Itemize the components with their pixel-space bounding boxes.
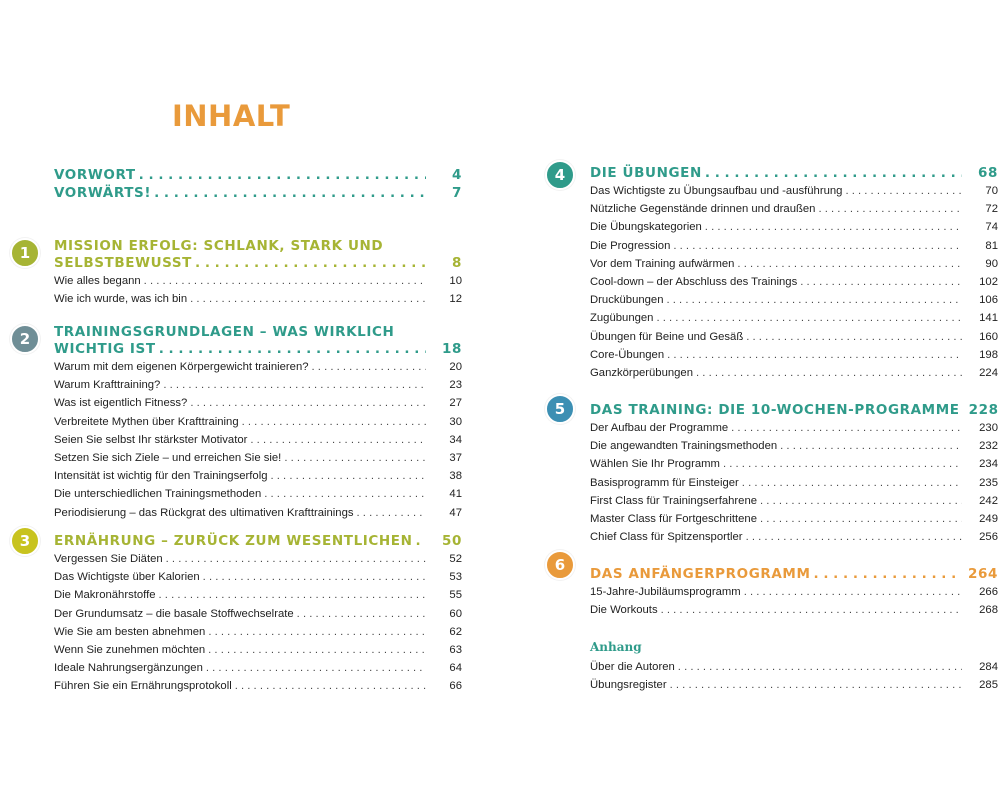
dot-leader: [667, 346, 962, 364]
toc-entry-page: 81: [985, 239, 998, 252]
toc-entry-label: Die Workouts: [590, 601, 661, 619]
toc-entry[interactable]: [54, 413, 462, 431]
toc-entry[interactable]: [590, 437, 998, 455]
toc-entry[interactable]: [590, 510, 998, 528]
chapter-4-items: [590, 182, 998, 382]
toc-entry-label: Die Progression: [590, 237, 673, 255]
toc-entry-page: 160: [979, 330, 998, 343]
toc-entry-page: 72: [985, 203, 998, 216]
toc-entry-page: 12: [449, 293, 462, 306]
dot-leader: [666, 291, 962, 309]
toc-entry-page: 66: [449, 680, 462, 693]
chapter-3-section: [54, 532, 462, 696]
toc-entry-page: 234: [979, 458, 998, 471]
toc-entry[interactable]: [590, 291, 998, 309]
toc-entry-page: 141: [979, 312, 998, 325]
toc-entry-page: 256: [979, 531, 998, 544]
page-title: INHALT: [172, 99, 291, 133]
dot-leader: [780, 437, 962, 455]
toc-entry-label: Wie alles begann: [54, 272, 144, 290]
dot-leader: [250, 431, 426, 449]
toc-entry-label: Vergessen Sie Diäten: [54, 550, 166, 568]
toc-entry-page: 235: [979, 476, 998, 489]
toc-entry-label: Was ist eigentlich Fitness?: [54, 394, 190, 412]
toc-entry[interactable]: [590, 328, 998, 346]
chapter-4-title[interactable]: DIE ÜBUNGEN . . . 68: [590, 164, 998, 182]
dot-leader: [760, 510, 962, 528]
toc-entry[interactable]: [54, 568, 462, 586]
dot-leader: [673, 237, 962, 255]
dot-leader: [203, 568, 426, 586]
toc-entry-page: 106: [979, 294, 998, 307]
dot-leader: [760, 492, 962, 510]
toc-entry-page: 30: [449, 415, 462, 428]
chapter-6-section: [590, 565, 998, 619]
chapter-1-items: [54, 272, 462, 308]
toc-entry[interactable]: [54, 431, 462, 449]
toc-entry[interactable]: [54, 623, 462, 641]
toc-entry[interactable]: [590, 273, 998, 291]
toc-entry[interactable]: [590, 601, 998, 619]
toc-entry-page: 47: [449, 506, 462, 519]
toc-entry-page: 64: [449, 662, 462, 675]
dot-leader: [208, 623, 426, 641]
toc-entry-label: Verbreitete Mythen über Krafttraining: [54, 413, 242, 431]
toc-entry-label: 15-Jahre-Jubiläumsprogramm: [590, 583, 744, 601]
toc-entry-page: 232: [979, 440, 998, 453]
toc-entry-vorwaerts[interactable]: VORWÄRTS! . . . 7: [54, 184, 462, 202]
dot-leader: [190, 394, 426, 412]
dot-leader: [737, 255, 962, 273]
appendix-items: [590, 658, 998, 694]
dot-leader: [208, 641, 426, 659]
toc-entry-page: 55: [449, 589, 462, 602]
toc-entry-page: 70: [985, 185, 998, 197]
toc-entry[interactable]: [590, 419, 998, 437]
toc-entry-label: Der Grundumsatz – die basale Stoffwechselrate: [54, 605, 297, 623]
dot-leader: [742, 474, 962, 492]
dot-leader: [235, 677, 426, 695]
toc-entry[interactable]: [590, 255, 998, 273]
toc-entry-label: Intensität ist wichtig für den Trainingserfolg: [54, 467, 271, 485]
toc-entry-label: Wählen Sie Ihr Programm: [590, 455, 723, 473]
toc-left-column: [54, 166, 462, 202]
toc-entry[interactable]: [54, 485, 462, 503]
chapter-4-badge: 4: [545, 160, 575, 190]
toc-entry[interactable]: [590, 200, 998, 218]
toc-entry-page: 224: [979, 366, 998, 379]
toc-entry-label: Das Wichtigste über Kalorien: [54, 568, 203, 586]
toc-entry-page: 242: [979, 494, 998, 507]
dot-leader: [297, 605, 426, 623]
chapter-2-items: [54, 358, 462, 522]
toc-entry-page: 34: [449, 433, 462, 446]
toc-entry-page: 266: [979, 586, 998, 598]
toc-entry[interactable]: [54, 449, 462, 467]
toc-entry[interactable]: [54, 467, 462, 485]
dot-leader: [661, 601, 962, 619]
toc-entry-label: Basisprogramm für Einsteiger: [590, 474, 742, 492]
toc-entry-page: 10: [449, 275, 462, 287]
toc-entry-label: Cool-down – der Abschluss des Trainings: [590, 273, 800, 291]
chapter-1-title-line1[interactable]: MISSION ERFOLG: SCHLANK, STARK UND: [54, 238, 384, 254]
dot-leader: [818, 200, 962, 218]
dot-leader: [723, 455, 962, 473]
dot-leader: [312, 358, 426, 376]
dot-leader: [744, 583, 962, 601]
toc-entry-label: Das Wichtigste zu Übungsaufbau und -ausführung: [590, 182, 845, 200]
toc-entry[interactable]: [590, 455, 998, 473]
toc-entry[interactable]: [590, 309, 998, 327]
toc-entry[interactable]: [590, 346, 998, 364]
toc-entry-page: 53: [449, 571, 462, 584]
toc-entry-page: 102: [979, 275, 998, 288]
toc-entry-label: Übungsregister: [590, 676, 670, 694]
dot-leader: [264, 485, 426, 503]
dot-leader: [705, 218, 962, 236]
toc-entry-page: 37: [449, 451, 462, 464]
toc-entry-label: First Class für Trainingserfahrene: [590, 492, 760, 510]
dot-leader: [206, 659, 426, 677]
toc-entry-label: Warum mit dem eigenen Körpergewicht trainieren?: [54, 358, 312, 376]
toc-entry-label: Vor dem Training aufwärmen: [590, 255, 737, 273]
toc-entry-label: Ganzkörperübungen: [590, 364, 696, 382]
toc-entry-label: Master Class für Fortgeschrittene: [590, 510, 760, 528]
toc-entry-label: Die Makronährstoffe: [54, 586, 159, 604]
dot-leader: [159, 586, 426, 604]
toc-entry-page: 284: [979, 661, 998, 673]
toc-entry-label: Über die Autoren: [590, 658, 678, 676]
toc-entry-page: 198: [979, 348, 998, 361]
toc-entry-page: 52: [449, 553, 462, 565]
toc-entry-page: 285: [979, 679, 998, 692]
dot-leader: [696, 364, 962, 382]
chapter-6-items: [590, 583, 998, 619]
dot-leader: [746, 528, 962, 546]
toc-entry[interactable]: [54, 550, 462, 568]
chapter-5-badge: 5: [545, 394, 575, 424]
toc-entry[interactable]: [54, 605, 462, 623]
chapter-5-title[interactable]: DAS TRAINING: DIE 10-WOCHEN-PROGRAMME 228: [590, 402, 999, 418]
chapter-2-title-line1[interactable]: TRAININGSGRUNDLAGEN – WAS WIRKLICH: [54, 324, 395, 340]
toc-entry-label: Core-Übungen: [590, 346, 667, 364]
toc-entry-label: Der Aufbau der Programme: [590, 419, 731, 437]
toc-entry-label: Zugübungen: [590, 309, 656, 327]
chapter-3-badge: 3: [10, 526, 40, 556]
dot-leader: [190, 290, 426, 308]
toc-entry-page: 20: [449, 361, 462, 373]
toc-entry-label: Ideale Nahrungsergänzungen: [54, 659, 206, 677]
toc-entry-label: Wie ich wurde, was ich bin: [54, 290, 190, 308]
toc-entry-page: 90: [985, 257, 998, 270]
toc-entry-page: 249: [979, 512, 998, 525]
dot-leader: [284, 449, 426, 467]
chapter-6-badge: 6: [545, 550, 575, 580]
chapter-1-badge: 1: [10, 238, 40, 268]
toc-entry[interactable]: [54, 272, 462, 290]
dot-leader: [166, 550, 426, 568]
toc-entry[interactable]: [590, 237, 998, 255]
toc-entry[interactable]: [590, 474, 998, 492]
dot-leader: [731, 419, 962, 437]
toc-entry-page: 74: [985, 221, 998, 234]
chapter-2-section: [54, 324, 462, 522]
toc-entry-label: Wie Sie am besten abnehmen: [54, 623, 208, 641]
toc-entry[interactable]: [54, 586, 462, 604]
dot-leader: [678, 658, 962, 676]
toc-entry[interactable]: [590, 364, 998, 382]
dot-leader: [242, 413, 426, 431]
toc-entry-page: 62: [449, 625, 462, 638]
toc-entry-page: 60: [449, 607, 462, 620]
toc-entry-page: 41: [449, 488, 462, 501]
dot-leader: [670, 676, 962, 694]
toc-entry[interactable]: [54, 376, 462, 394]
dot-leader: [271, 467, 427, 485]
toc-entry-label: Chief Class für Spitzensportler: [590, 528, 746, 546]
dot-leader: [845, 182, 962, 200]
toc-entry-label: Setzen Sie sich Ziele – und erreichen Sie sie!: [54, 449, 284, 467]
appendix-heading: Anhang: [590, 640, 642, 654]
toc-entry-label: Führen Sie ein Ernährungsprotokoll: [54, 677, 235, 695]
toc-entry[interactable]: [590, 492, 998, 510]
chapter-1-section: [54, 238, 462, 308]
chapter-2-title-line2[interactable]: WICHTIG IST . . . 18: [54, 340, 462, 358]
toc-entry-page: 230: [979, 422, 998, 434]
toc-entry[interactable]: [590, 658, 998, 676]
toc-entry[interactable]: [590, 182, 998, 200]
toc-entry-label: Die Übungskategorien: [590, 218, 705, 236]
dot-leader: [656, 309, 962, 327]
toc-entry-page: 268: [979, 604, 998, 617]
chapter-5-section: [590, 401, 998, 546]
toc-entry-label: Die unterschiedlichen Trainingsmethoden: [54, 485, 264, 503]
toc-entry-label: Druckübungen: [590, 291, 666, 309]
chapter-3-title[interactable]: ERNÄHRUNG – ZURÜCK ZUM WESENTLICHEN . . . 50: [54, 532, 462, 550]
toc-entry[interactable]: [54, 290, 462, 308]
toc-entry[interactable]: [54, 504, 462, 522]
toc-entry-page: 23: [449, 379, 462, 392]
toc-entry[interactable]: [54, 677, 462, 695]
toc-entry-label: Nützliche Gegenstände drinnen und draußen: [590, 200, 818, 218]
appendix-section: [590, 640, 998, 694]
toc-entry-label: Wenn Sie zunehmen möchten: [54, 641, 208, 659]
toc-entry[interactable]: [54, 394, 462, 412]
toc-entry-page: 27: [449, 397, 462, 410]
toc-entry-label: Übungen für Beine und Gesäß: [590, 328, 746, 346]
chapter-1-title-line2[interactable]: SELBSTBEWUSST . . . 8: [54, 254, 462, 272]
toc-entry[interactable]: [590, 528, 998, 546]
toc-entry[interactable]: [54, 641, 462, 659]
dot-leader: [144, 272, 426, 290]
chapter-3-items: [54, 550, 462, 696]
toc-entry-label: Die angewandten Trainingsmethoden: [590, 437, 780, 455]
chapter-6-title[interactable]: DAS ANFÄNGERPROGRAMM . . . 264: [590, 565, 998, 583]
chapter-4-section: [590, 164, 998, 382]
toc-entry-label: Seien Sie selbst Ihr stärkster Motivator: [54, 431, 250, 449]
toc-entry-page: 38: [449, 470, 462, 483]
toc-entry[interactable]: [54, 358, 462, 376]
toc-entry-label: Periodisierung – das Rückgrat des ultimativen Krafttrainings: [54, 504, 357, 522]
dot-leader: [800, 273, 962, 291]
toc-entry[interactable]: [590, 583, 998, 601]
toc-entry-label: Warum Krafttraining?: [54, 376, 163, 394]
toc-entry[interactable]: [590, 218, 998, 236]
toc-entry-page: 63: [449, 643, 462, 656]
toc-entry[interactable]: [54, 659, 462, 677]
dot-leader: [357, 504, 426, 522]
chapter-2-badge: 2: [10, 324, 40, 354]
toc-entry-vorwort[interactable]: VORWORT . . . 4: [54, 166, 462, 184]
chapter-5-items: [590, 419, 998, 546]
dot-leader: [746, 328, 962, 346]
dot-leader: [163, 376, 426, 394]
toc-entry[interactable]: [590, 676, 998, 694]
